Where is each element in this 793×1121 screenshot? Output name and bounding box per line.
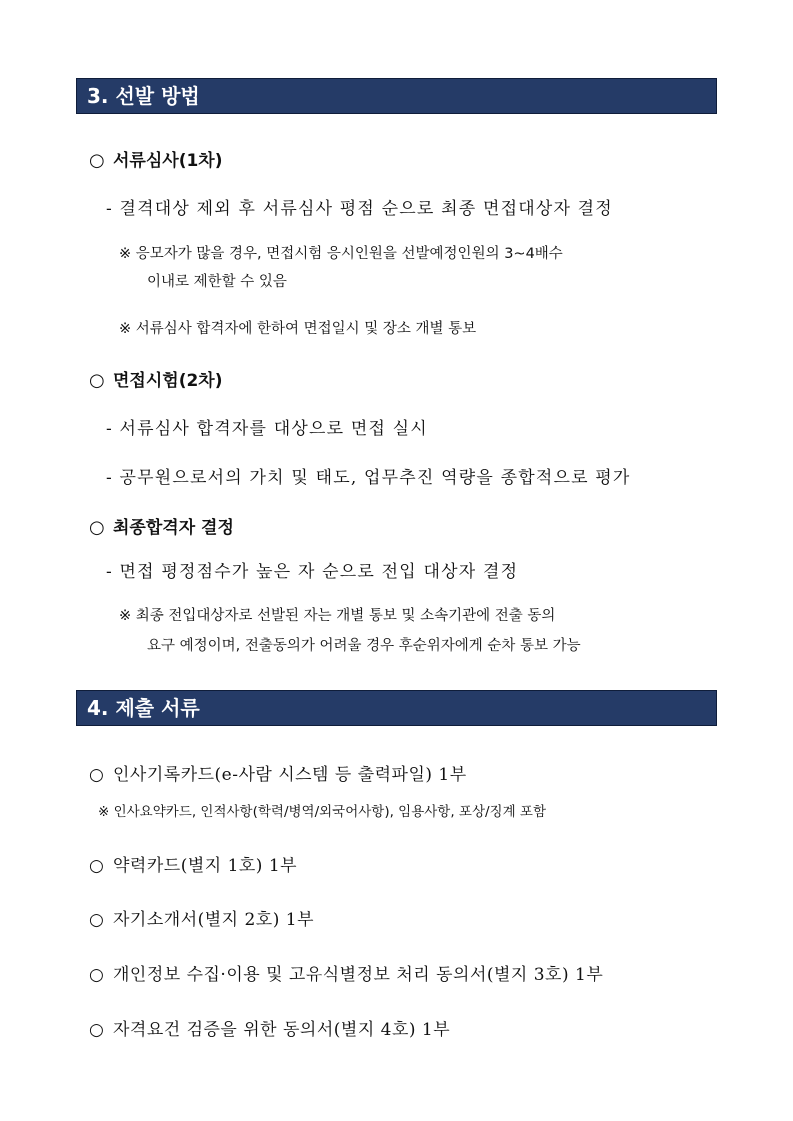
doc-item-text: 자기소개서(별지 2호) 1부 [113,910,315,930]
bullet-icon: ○ [89,1020,105,1040]
bullet-icon: ○ [89,965,105,985]
section-4-header: 4. 제출 서류 [76,690,717,726]
interview-title: 면접시험(2차) [113,371,223,391]
doc-review-note-2: ※ 서류심사 합격자에 한하여 면접일시 및 장소 개별 통보 [119,321,477,337]
doc-item [89,760,467,785]
doc-item-text: 개인정보 수집·이용 및 고유식별정보 처리 동의서(별지 3호) 1부 [113,965,604,985]
doc-item-note: ※ 인사요약카드, 인적사항(학력/병역/외국어사항), 임용사항, 포상/징계 포함 [98,804,547,820]
final-note-cont: 요구 예정이며, 전출동의가 어려울 경우 후순위자에게 순차 통보 가능 [147,638,581,654]
section-3-header: 3. 선발 방법 [76,78,717,114]
final-note: ※ 최종 전입대상자로 선발된 자는 개별 통보 및 소속기관에 전출 동의 [119,608,556,624]
final-heading [89,513,234,538]
doc-review-heading [89,146,222,171]
final-line: - 면접 평정점수가 높은 자 순으로 전입 대상자 결정 [106,562,519,582]
doc-item [89,960,603,985]
final-title: 최종합격자 결정 [113,518,234,538]
doc-review-note: ※ 응모자가 많을 경우, 면접시험 응시인원을 선발예정인원의 3~4배수 [119,246,563,262]
interview-heading [89,366,222,391]
doc-item [89,905,314,930]
doc-review-line: - 결격대상 제외 후 서류심사 평점 순으로 최종 면접대상자 결정 [106,199,613,219]
doc-item-text: 인사기록카드(e-사람 시스템 등 출력파일) 1부 [113,765,467,785]
bullet-icon: ○ [89,517,105,538]
bullet-icon: ○ [89,856,105,876]
interview-line-2: - 공무원으로서의 가치 및 태도, 업무추진 역량을 종합적으로 평가 [106,468,631,488]
doc-item [89,1015,450,1040]
doc-item [89,851,297,876]
doc-item-text: 약력카드(별지 1호) 1부 [113,856,298,876]
bullet-icon: ○ [89,910,105,930]
bullet-icon: ○ [89,765,105,785]
interview-line-1: - 서류심사 합격자를 대상으로 면접 실시 [106,419,428,439]
bullet-icon: ○ [89,150,105,171]
bullet-icon: ○ [89,370,105,391]
doc-review-note-cont: 이내로 제한할 수 있음 [147,274,287,290]
doc-review-title: 서류심사(1차) [113,151,223,171]
doc-item-text: 자격요건 검증을 위한 동의서(별지 4호) 1부 [113,1020,451,1040]
